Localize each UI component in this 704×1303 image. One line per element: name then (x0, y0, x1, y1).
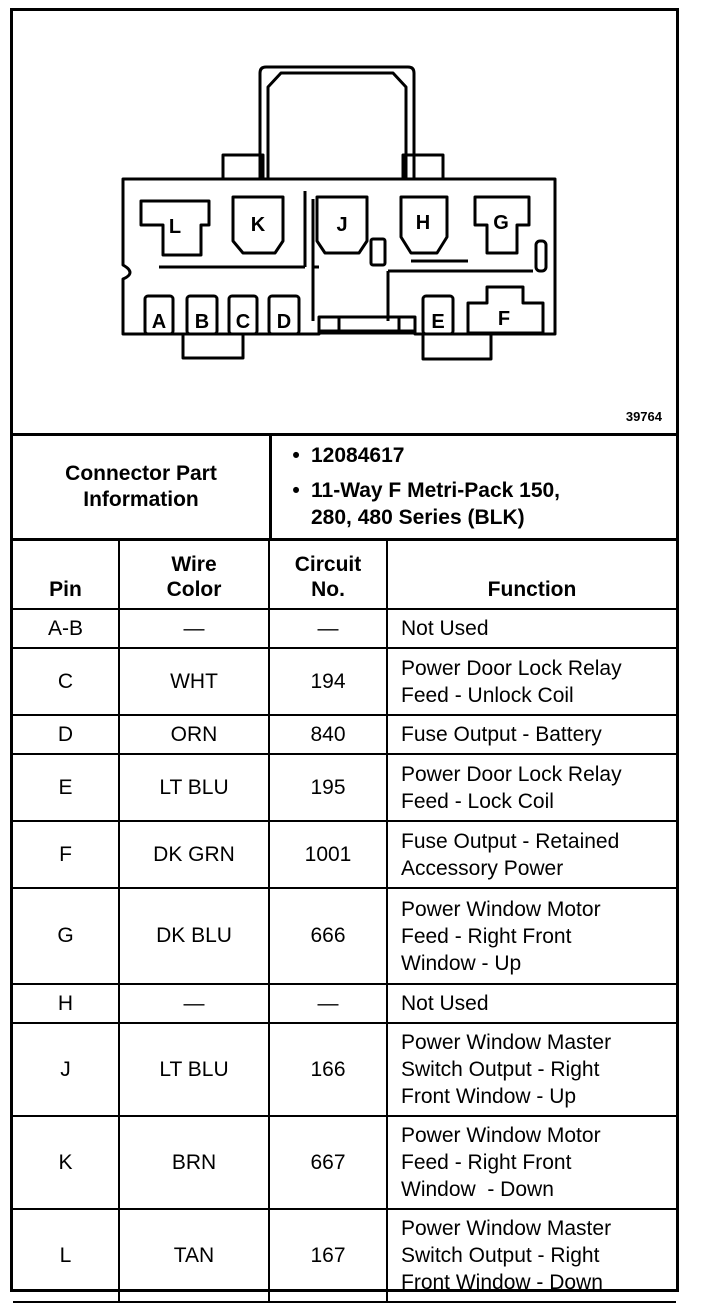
table-row (13, 821, 676, 888)
part-number: 12084617 (311, 444, 405, 467)
bullet: • (292, 444, 300, 467)
connector-face-diagram (13, 11, 676, 433)
pin-label-K: K (250, 214, 266, 236)
function-line: Not Used (401, 617, 489, 640)
pin-cell: F (13, 821, 119, 888)
wire-color-cell: TAN (119, 1209, 269, 1302)
info-label-line2: Information (83, 488, 199, 511)
circuit-cell: 840 (269, 715, 387, 754)
function-line: Switch Output - Right (401, 1058, 600, 1081)
bullet: • (292, 479, 300, 502)
table-row (13, 715, 676, 754)
pin-cell: C (13, 648, 119, 715)
function-line: Feed - Right Front (401, 1151, 572, 1174)
connector-description-item (281, 477, 668, 531)
wire-color-cell: DK GRN (119, 821, 269, 888)
function-cell (387, 715, 676, 754)
pin-label-B: B (194, 311, 210, 333)
info-values (281, 442, 668, 531)
function-line: Power Window Motor (401, 1124, 601, 1147)
pin-cell: G (13, 888, 119, 984)
table-row (13, 1023, 676, 1116)
pin-label-C: C (235, 311, 251, 333)
pin-cell: J (13, 1023, 119, 1116)
table-row (13, 754, 676, 821)
wire-color-cell: BRN (119, 1116, 269, 1209)
table-row (13, 1116, 676, 1209)
info-label (13, 436, 272, 538)
function-line: Not Used (401, 992, 489, 1015)
wire-color-cell: — (119, 609, 269, 648)
pin-cell: K (13, 1116, 119, 1209)
function-cell (387, 754, 676, 821)
pin-cell: A-B (13, 609, 119, 648)
pin-cell: D (13, 715, 119, 754)
function-line: Power Window Motor (401, 897, 601, 921)
part-number-item (281, 442, 668, 469)
function-cell (387, 1116, 676, 1209)
function-line: Power Window Master (401, 1217, 612, 1240)
pin-label-L: L (168, 216, 182, 238)
wire-color-cell: ORN (119, 715, 269, 754)
circuit-cell: 195 (269, 754, 387, 821)
pin-label-A: A (151, 311, 167, 333)
header-circuit-no: Circuit No. (269, 541, 387, 609)
connector-part-info (13, 433, 676, 541)
connector-description-line1: 11-Way F Metri-Pack 150, (311, 479, 561, 502)
function-line: Power Window Master (401, 1031, 612, 1054)
pin-label-D: D (276, 311, 292, 333)
pin-cell: H (13, 984, 119, 1023)
circuit-cell: 194 (269, 648, 387, 715)
function-line: Accessory Power (401, 856, 564, 880)
function-cell (387, 984, 676, 1023)
circuit-cell: 166 (269, 1023, 387, 1116)
table-header-row (13, 541, 676, 609)
figure-number: 39764 (625, 409, 662, 424)
header-wire-color: Wire Color (119, 541, 269, 609)
pin-label-J: J (336, 214, 348, 236)
function-line: Fuse Output - Battery (401, 723, 602, 746)
function-cell (387, 1023, 676, 1116)
function-line: Feed - Right Front (401, 924, 572, 948)
circuit-cell: 1001 (269, 821, 387, 888)
function-cell (387, 609, 676, 648)
table-row (13, 888, 676, 984)
function-line: Power Door Lock Relay (401, 762, 622, 786)
function-line: Fuse Output - Retained (401, 829, 620, 853)
pin-cell: E (13, 754, 119, 821)
header-pin: Pin (13, 541, 119, 609)
table-row (13, 1209, 676, 1302)
wire-color-cell: — (119, 984, 269, 1023)
circuit-cell: 667 (269, 1116, 387, 1209)
wire-color-cell: LT BLU (119, 754, 269, 821)
circuit-cell: 167 (269, 1209, 387, 1302)
function-line: Window - Down (401, 1178, 554, 1201)
function-line: Switch Output - Right (401, 1244, 600, 1267)
circuit-cell: 666 (269, 888, 387, 984)
connector-page (10, 8, 679, 1292)
function-cell (387, 1209, 676, 1302)
function-line: Power Door Lock Relay (401, 656, 622, 680)
pin-label-G: G (493, 212, 509, 234)
function-cell (387, 821, 676, 888)
function-cell (387, 648, 676, 715)
pin-cell: L (13, 1209, 119, 1302)
circuit-cell: — (269, 984, 387, 1023)
function-line: Feed - Unlock Coil (401, 683, 574, 707)
wire-color-cell: DK BLU (119, 888, 269, 984)
info-label-line1: Connector Part (65, 462, 217, 485)
connector-description-line2: 280, 480 Series (BLK) (311, 506, 525, 529)
pin-label-F: F (497, 308, 511, 330)
wire-color-cell: LT BLU (119, 1023, 269, 1116)
circuit-cell: — (269, 609, 387, 648)
table-row (13, 648, 676, 715)
function-line: Front Window - Down (401, 1271, 603, 1294)
table-row (13, 609, 676, 648)
pin-label-H: H (415, 212, 431, 234)
function-line: Feed - Lock Coil (401, 789, 554, 813)
table-row (13, 984, 676, 1023)
wire-color-cell: WHT (119, 648, 269, 715)
pin-label-E: E (431, 311, 445, 333)
function-cell (387, 888, 676, 984)
function-line: Window - Up (401, 951, 522, 975)
function-line: Front Window - Up (401, 1085, 577, 1108)
pin-table (13, 541, 676, 1303)
header-function: Function (387, 541, 676, 609)
